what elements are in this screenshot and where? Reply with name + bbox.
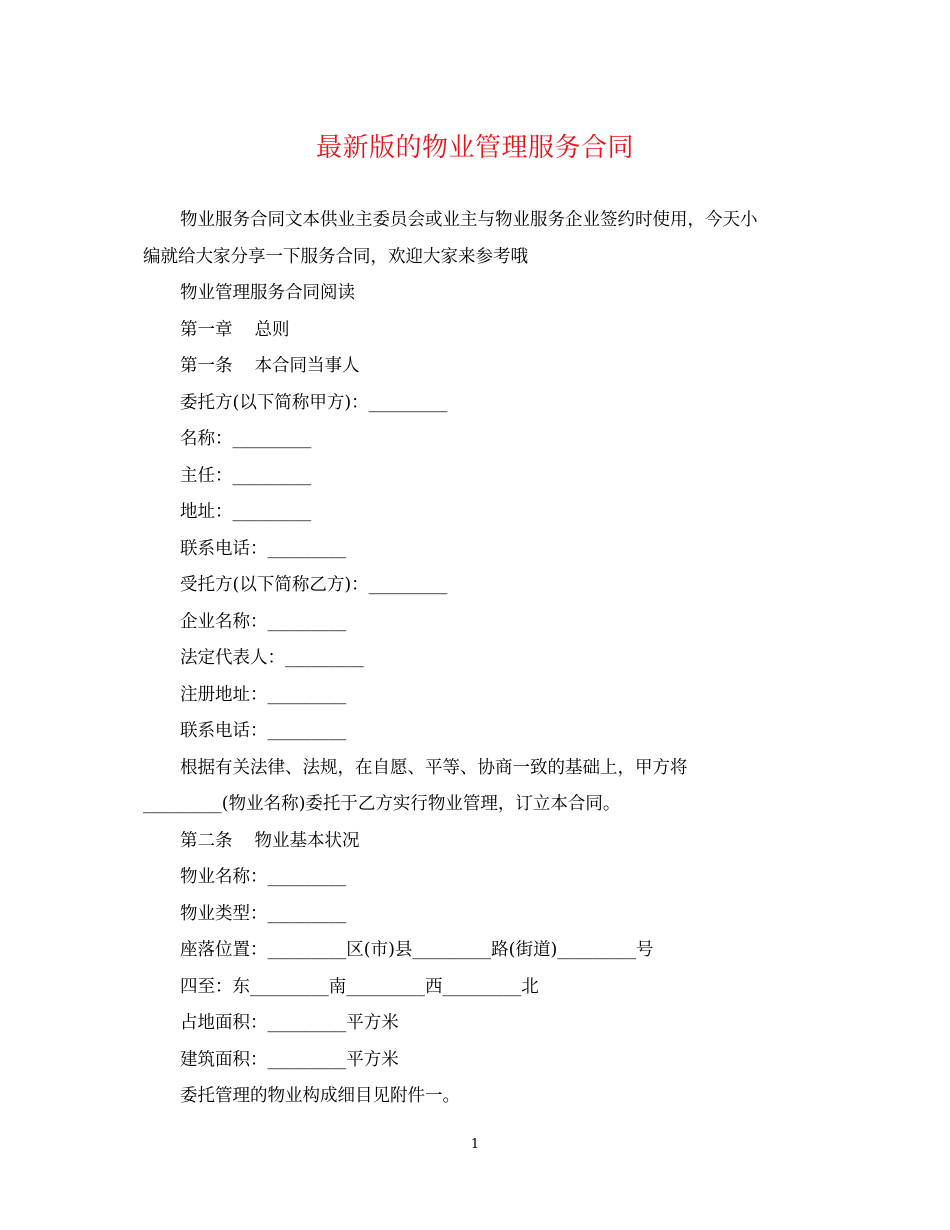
property-land-area-field: 占地面积：_________平方米 <box>180 1013 399 1033</box>
party-b-registered-address-field: 注册地址：_________ <box>180 684 347 705</box>
chapter-number: 第一章 <box>180 319 233 340</box>
party-a-address-field: 地址：_________ <box>180 502 312 522</box>
property-location-field: 座落位置：_________区(市)县_________路(街道)_________号 <box>180 940 654 960</box>
article-1-heading <box>143 348 803 385</box>
property-building-area-field: 建筑面积：_________平方米 <box>180 1049 399 1070</box>
intro-line-2: 编就给大家分享一下服务合同，欢迎大家来参考哦 <box>143 246 528 267</box>
document-body <box>143 202 803 1115</box>
intro-line-1: 物业服务合同文本供业主委员会或业主与物业服务企业签约时使用，今天小 <box>180 210 758 230</box>
property-boundaries-field: 四至：东_________南_________西_________北 <box>180 976 539 997</box>
property-name-field: 物业名称：_________ <box>180 867 347 887</box>
party-a-name-field: 名称：_________ <box>180 429 312 449</box>
party-b-heading: 受托方(以下简称乙方)：_________ <box>180 575 448 595</box>
party-a-phone-field: 联系电话：_________ <box>180 538 347 559</box>
document-title: 最新版的物业管理服务合同 <box>315 133 634 163</box>
party-b-company-name-field: 企业名称：_________ <box>180 611 347 632</box>
property-components-note: 委托管理的物业构成细目见附件一。 <box>180 1086 460 1106</box>
article-name: 物业基本状况 <box>254 830 360 851</box>
reading-heading: 物业管理服务合同阅读 <box>180 283 355 303</box>
basis-line-1: 根据有关法律、法规，在自愿、平等、协商一致的基础上，甲方将 <box>180 757 688 778</box>
article-2-heading <box>143 823 803 860</box>
chapter-name: 总则 <box>254 319 290 340</box>
page-number: 1 <box>470 1137 480 1152</box>
article-number: 第一条 <box>180 356 233 376</box>
article-number: 第二条 <box>180 830 233 851</box>
party-a-director-field: 主任：_________ <box>180 465 312 486</box>
chapter-1-heading <box>143 312 803 349</box>
property-type-field: 物业类型：_________ <box>180 903 347 924</box>
party-a-heading: 委托方(以下简称甲方)：_________ <box>180 392 448 413</box>
basis-line-2: _________(物业名称)委托于乙方实行物业管理，订立本合同。 <box>143 794 621 814</box>
party-b-phone-field: 联系电话：_________ <box>180 721 347 741</box>
party-b-legal-rep-field: 法定代表人：_________ <box>180 648 364 668</box>
article-name: 本合同当事人 <box>254 356 360 376</box>
